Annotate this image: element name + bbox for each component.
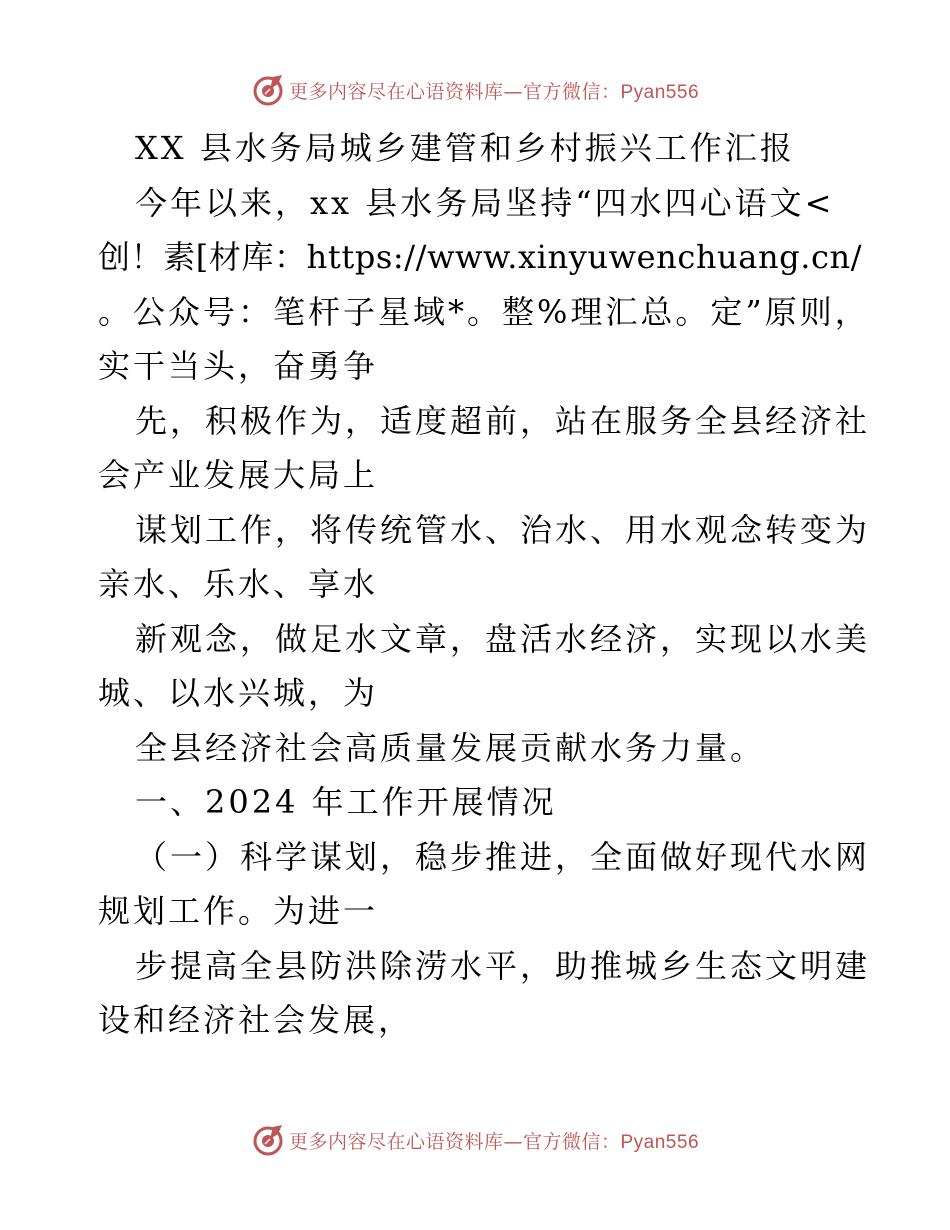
paragraph-line: 新观念，做足水文章，盘活水经济，实现以水美 <box>135 619 871 658</box>
subsection-heading: （一）科学谋划，稳步推进，全面做好现代水网 <box>135 837 871 876</box>
paragraph-line: 会产业发展大局上 <box>98 456 379 494</box>
paragraph-line: 全县经济社会高质量发展贡献水务力量。 <box>135 728 766 767</box>
paragraph-line: 亲水、乐水、享水 <box>98 565 379 603</box>
footer-banner-account: Pyan556 <box>620 1131 700 1153</box>
header-banner-account: Pyan556 <box>620 81 700 103</box>
footer-banner <box>0 1120 950 1160</box>
header-banner-text <box>289 77 699 104</box>
section-heading: 一、2024 年工作开展情况 <box>135 783 557 821</box>
header-banner-label: 更多内容尽在心语资料库—官方微信： <box>288 80 621 103</box>
paragraph-line: 今年以来，xx 县水务局坚持“四水四心语文< <box>135 183 835 222</box>
paragraph-line: 城、以水兴城，为 <box>98 674 379 712</box>
paragraph-line: 先，积极作为，适度超前，站在服务全县经济社 <box>135 401 871 440</box>
paragraph-line: 。公众号：笔杆子星域*。整%理汇总。定”原则， <box>98 292 870 331</box>
quill-seal-icon <box>251 73 285 107</box>
document-title: XX 县水务局城乡建管和乡村振兴工作汇报 <box>135 129 795 167</box>
paragraph-line: 规划工作。为进一 <box>98 892 379 930</box>
footer-banner-text <box>289 1127 699 1154</box>
paragraph-line: 创！素[材库：https://www.xinyuwenchuang.cn/ <box>98 238 863 276</box>
paragraph-line: 实干当头，奋勇争 <box>98 347 379 385</box>
paragraph-line: 步提高全县防洪除涝水平，助推城乡生态文明建 <box>135 946 871 985</box>
header-banner <box>0 70 950 110</box>
paragraph-line: 谋划工作，将传统管水、治水、用水观念转变为 <box>135 510 871 549</box>
footer-banner-inner <box>251 1123 699 1157</box>
header-banner-inner <box>251 73 699 107</box>
quill-seal-icon <box>251 1123 285 1157</box>
document-body <box>98 121 871 1048</box>
footer-banner-label: 更多内容尽在心语资料库—官方微信： <box>288 1130 621 1153</box>
paragraph-line: 设和经济社会发展， <box>98 1001 414 1039</box>
